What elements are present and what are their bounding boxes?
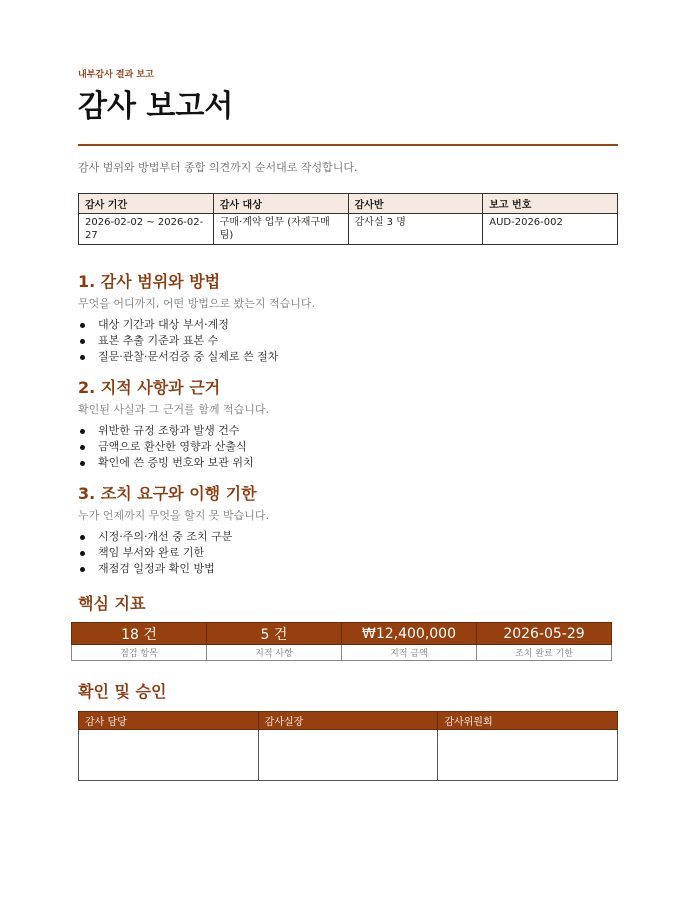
audit-info-value-row [79, 214, 618, 245]
list-item: 책임 부서와 완료 기한 [78, 545, 618, 561]
report-eyebrow: 내부감사 결과 보고 [78, 70, 154, 80]
section-heading: 3. 조치 요구와 이행 기한 [78, 484, 257, 503]
value-report-number: AUD-2026-002 [483, 214, 618, 245]
page-title: 감사 보고서 [78, 89, 234, 124]
approval-col-committee: 감사위원회 [438, 712, 618, 730]
value-audit-team: 감사실 3 명 [348, 214, 483, 245]
list-item: 금액으로 환산한 영향과 산출식 [78, 439, 618, 455]
kpi-value-row [72, 623, 612, 645]
bullet-list [78, 529, 618, 577]
signature-box-chief[interactable] [258, 730, 438, 781]
header-report-number: 보고 번호 [483, 194, 618, 214]
kpi-label-deadline: 조치 완료 기한 [477, 645, 612, 661]
header-audit-team: 감사반 [348, 194, 483, 214]
list-item: 대상 기간과 대상 부서·계정 [78, 317, 618, 333]
bullet-list [78, 317, 618, 365]
approval-signature-row [79, 730, 618, 781]
report-page [78, 68, 618, 615]
value-audit-period: 2026-02-02 ~ 2026-02-27 [79, 214, 214, 245]
approval-heading: 확인 및 승인 [78, 682, 167, 701]
kpi-value-deadline: 2026-05-29 [477, 623, 612, 645]
list-item: 재점검 일정과 확인 방법 [78, 561, 618, 577]
list-item: 질문·관찰·문서검증 중 실제로 쓴 절차 [78, 349, 618, 365]
signature-box-committee[interactable] [438, 730, 618, 781]
kpi-label-row [72, 645, 612, 661]
list-item: 표본 추출 기준과 표본 수 [78, 333, 618, 349]
signature-box-auditor[interactable] [79, 730, 259, 781]
header-audit-target: 감사 대상 [213, 194, 348, 214]
section-description: 확인된 사실과 그 근거를 함께 적습니다. [78, 403, 269, 416]
section-heading: 2. 지적 사항과 근거 [78, 378, 221, 397]
list-item: 확인에 쓴 증빙 번호와 보관 위치 [78, 455, 618, 471]
audit-info-header-row [79, 194, 618, 214]
list-item: 시정·주의·개선 중 조치 구분 [78, 529, 618, 545]
section-heading: 1. 감사 범위와 방법 [78, 272, 221, 291]
audit-info-table [78, 193, 618, 245]
value-audit-target: 구매·계약 업무 (자재구매팀) [213, 214, 348, 245]
kpi-label-amount: 지적 금액 [342, 645, 477, 661]
kpi-value-findings: 5 건 [207, 623, 342, 645]
approval-col-auditor: 감사 담당 [79, 712, 259, 730]
bullet-list [78, 423, 618, 471]
kpi-value-amount: ₩12,400,000 [342, 623, 477, 645]
intro-text: 감사 범위와 방법부터 종합 의견까지 순서대로 작성합니다. [78, 161, 358, 174]
kpi-value-items: 18 건 [72, 623, 207, 645]
section-description: 누가 언제까지 무엇을 할지 못 박습니다. [78, 509, 269, 522]
kpi-heading: 핵심 지표 [78, 594, 146, 613]
header-audit-period: 감사 기간 [79, 194, 214, 214]
section-scope-method [78, 271, 618, 365]
title-divider [78, 144, 618, 146]
section-actions [78, 483, 618, 577]
approval-header-row [79, 712, 618, 730]
section-description: 무엇을 어디까지, 어떤 방법으로 봤는지 적습니다. [78, 297, 315, 310]
kpi-table [71, 622, 612, 661]
kpi-label-findings: 지적 사항 [207, 645, 342, 661]
list-item: 위반한 규정 조항과 발생 건수 [78, 423, 618, 439]
kpi-label-items: 점검 항목 [72, 645, 207, 661]
approval-table [78, 711, 618, 781]
approval-col-chief: 감사실장 [258, 712, 438, 730]
section-findings [78, 377, 618, 471]
